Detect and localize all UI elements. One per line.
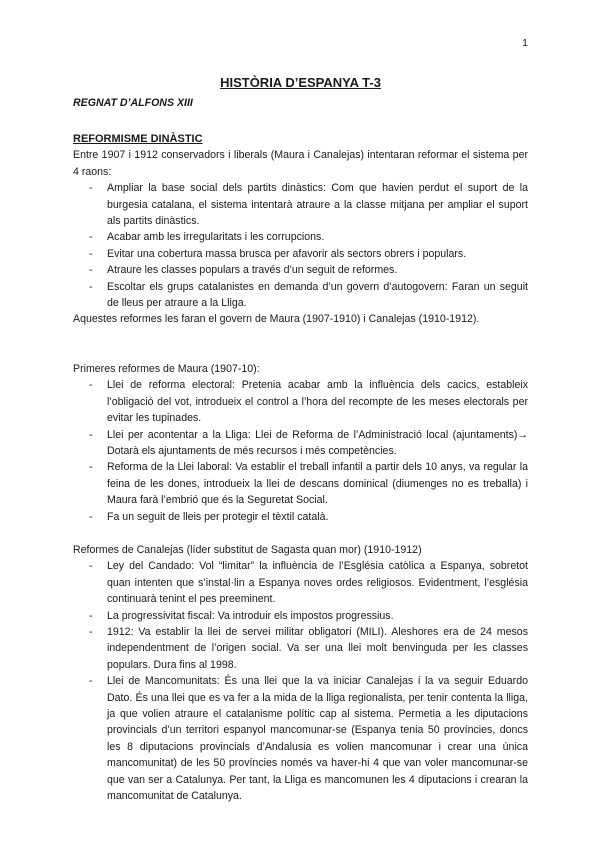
list-item: - Llei de reforma electoral: Pretenia acabar amb la influència dels cacics, estableix l’obligació del vot, introdueix el control a l’hora del recompte de les meses electorals per evitar les tupinades. [89,379,528,425]
section-heading-maura: Primeres reformes de Maura (1907-10): [73,362,260,375]
document-title: HISTÒRIA D’ESPANYA T-3 [220,75,381,90]
bullet-dash: - [89,675,93,688]
bullet-dash: - [89,461,93,474]
document-subtitle: REGNAT D’ALFONS XIII [73,97,193,109]
section1-list [73,180,528,311]
bullet-dash: - [89,247,93,260]
bullet-dash: - [89,510,93,523]
list-item: - Fa un seguit de lleis per protegir el tèxtil català. [73,509,528,525]
list-item: - Acabar amb les irregularitats i les corrupcions. [73,229,528,245]
section-heading-reformisme: REFORMISME DINÀSTIC [73,133,203,146]
page-number: 1 [522,37,528,49]
list-item: - Llei per acontentar a la Lliga: Llei de Reforma de l’Administració local (ajuntaments)→ Dotarà els ajuntaments de més recursos i més competències. [89,428,528,457]
list-item: - Ley del Candado: Vol “limitar” la influència de l’Església catòlica a Espanya, sobretot quan intenten que s’instal·lin a Espanya noves ordes religiosos. Evidentment, l’església continuarà tenint el pes preeminent. [89,560,528,606]
list-item: - Reforma de la Llei laboral: Va establir el treball infantil a partir dels 10 anys, va regular la feina de les dones, introdueix la llei de descans dominical (diumenges no es treballa) i Maura farà l’embrió que és la Seguretat Social. [89,461,528,507]
bullet-dash: - [89,182,93,195]
list-item: - Escoltar els grups catalanistes en demanda d’un govern d’autogovern: Faran un seguit de lleus per atraure a la Lliga. [89,280,528,310]
section1-intro: Entre 1907 i 1912 conservadors i liberals (Maura i Canalejas) intentaran reformar el sistema per 4 raons: [73,149,528,178]
document-body [73,74,528,804]
bullet-dash: - [89,609,93,622]
section-heading-canalejas: Reformes de Canalejas (líder substitut de Sagasta quan mor) (1910-1912) [73,543,422,556]
section3-list [73,558,528,804]
section2-list [73,377,528,525]
list-item: - 1912: Va establir la llei de servei militar obligatori (MILI). Aleshores era de 24 mesos independentment de l’origen social. Va ser una llei molt benvinguda per les classes populars. Dura fins al 1998. [89,625,528,671]
bullet-dash: - [89,231,93,244]
list-item: - Evitar una cobertura massa brusca per afavorir als sectors obrers i populars. [73,246,528,262]
bullet-dash: - [89,379,93,392]
bullet-dash: - [89,280,93,293]
list-item: - Llei de Mancomunitats: És una llei que la va iniciar Canalejas i la va seguir Eduardo Dato. És una llei que es va fer a la mida de la lliga regionalista, per tenir contenta la lliga, ja que volien atraure el catalanisme polític cap al sistema. Permetia a les diputacions provincials d’un territori espanyol mancomunar-se (Espanya tenia 50 províncies, doncs les 8 diputacions provincials d’Andalusia es volien mancomunar i crear una única mancomunitat) de les 50 províncies només va haver-hi 4 que van voler mancomunar-se que van ser a Catalunya. Per tant, la Lliga es mancomunen les 4 diputacions i crearan la mancomunitat de Catalunya. [89,675,528,803]
bullet-dash: - [89,625,93,638]
section1-outro: Aquestes reformes les faran el govern de Maura (1907-1910) i Canalejas (1910-1912). [73,313,480,326]
list-item: - Ampliar la base social dels partits dinàstics: Com que havien perdut el suport de la burgesia catalana, el sistema intentarà atraure a la classe mitjana per ampliar el suport als partits dinàstics. [89,182,528,228]
list-item: - Atraure les classes populars a través d’un seguit de reformes. [73,262,528,278]
bullet-dash: - [89,264,93,277]
bullet-dash: - [89,560,93,573]
list-item: - La progressivitat fiscal: Va introduir els impostos progressius. [73,608,528,624]
bullet-dash: - [89,428,93,441]
